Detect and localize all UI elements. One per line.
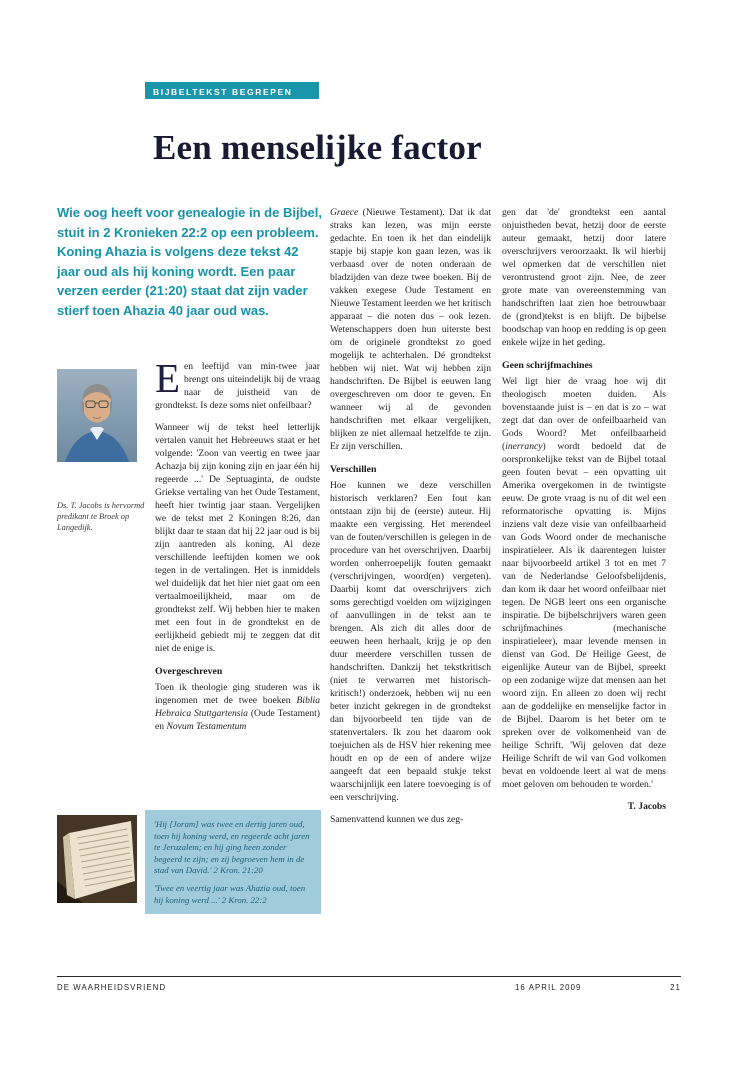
- page-footer: [57, 976, 681, 1001]
- paragraph-text: (Oude Testament) en: [155, 708, 320, 732]
- section-kicker-bar: [145, 82, 319, 99]
- body-column-2: [330, 206, 491, 835]
- paragraph-text: (Nieuwe Testament). Dat ik dat straks kan lezen, was mijn eerste gedachte. En toen ik het dan eindelijk stapje bij stapje kon gaan lezen, was ik verbaasd over de noten onderaan de bladzijden van deze twee boeken. Bij de vakken exegese Oude Testament en Nieuwe Testament leerden we het kritisch apparaat – die noten dus – ook lezen. Wetenschappers doen hun uiterste best om de originele grondtekst zo goed mogelijk te achterhalen. Dé grondtekst hebben wij niet. Wat wij hebben zijn handschriften. De Bijbel is eeuwen lang overgeschreven om door te geven. En wanneer wij al de gevonden handschriften met elkaar vergelijken, blijken ze niet allemaal hetzelfde te zijn. Er zijn verschillen.: [330, 207, 491, 452]
- article-title: Een menselijke factor: [153, 128, 482, 167]
- portrait-image: [57, 369, 137, 462]
- drop-cap: E: [155, 355, 181, 401]
- quote-box: [145, 810, 321, 914]
- paragraph: gen dat 'de' grondtekst een aantal onjuistheden bevat, hetzij door de eerste auteur gemaakt, hetzij door latere overschrijvers veroorzaakt. Ik wil hierbij wel opmerken dat de verschillen niet verontrustend groot zijn. Nee, de zeer grote mate van overeenstemming van handschriften laat zien hoe betrouwbaar de (grond)tekst is en blijft. De bijbelse boodschap van hoop en redding is op geen enkele wijze in het geding.: [502, 207, 666, 348]
- term-italic: inerrancy: [505, 441, 543, 452]
- paragraph-text: Wel ligt hier de vraag hoe wij dit theologisch moeten duiden. Als bovenstaande juist is – en dat is zo – wat zegt dat dan over de onfeilbaarheid van Gods Woord? Met onfeilbaarheid (: [502, 376, 666, 452]
- subheading-geen-schrijfmachines: Geen schrijfmachines: [502, 360, 593, 371]
- book-title-italic: Biblia Hebraica Stuttgartensia: [155, 695, 320, 719]
- paragraph-text: Toen ik theologie ging studeren was ik ingenomen met de twee boeken: [155, 682, 320, 706]
- paragraph-text: ) wordt bedoeld dat de oorspronkelijke tekst van de Bijbel totaal geen fouten bevat – een opvatting uit Amerika overgekomen in de twintigste eeuw. De grote vraag is nu of dit wel een reformatorische opvatting is. Mijns inziens valt deze visie van onfeilbaarheid van Gods Woord onder de mechanische inspiratieleer. Als ik daarentegen luister naar bijvoorbeeld artikel 3 tot en met 7 van de Nederlandse Geloofsbelijdenis, dan kom ik daar het woord onfeilbaar niet tegen. De NGB leert ons een organische inspiratie. De bijbelschrijvers waren geen schrijfmachines (mechanische inspiratieleer), maar levende mensen in dienst van God. De Heilige Geest, de eigenlijke Auteur van de Bijbel, spreekt op een zodanige wijze dat mensen aan het woord zijn. En alleen zo doen wij recht aan de goddelijke en menselijke factor in de Bijbel. Daarom is het beter om te spreken over de volkomenheid van de heilige Schrift. 'Wij geloven dat deze Heilige Schrift de wil van God volkomen bevat en voldoende leert al wat de mens moet geloven om behouden te worden.': [502, 441, 666, 790]
- bible-image: [57, 815, 137, 903]
- paragraph: [155, 681, 320, 733]
- footer-date: 16 APRIL 2009: [515, 983, 582, 992]
- body-column-1: [155, 355, 320, 742]
- subheading-overgeschreven: Overgeschreven: [155, 666, 223, 677]
- body-column-3: [502, 206, 666, 822]
- portrait-caption: Ds. T. Jacobs is hervormd predikant te Broek op Langedijk.: [57, 501, 145, 532]
- paragraph-text: en leeftijd van min-twee jaar brengt ons uiteindelijk bij de vraag naar de juistheid van de grondtekst. Is deze soms niet onfeilbaar?: [155, 361, 320, 411]
- section-kicker-label: BIJBELTEKST BEGREPEN: [153, 87, 293, 97]
- subheading-verschillen: Verschillen: [330, 464, 377, 475]
- paragraph: Hoe kunnen we deze verschillen historisch verklaren? Een fout kan ontstaan zijn bij de (eerste) auteur. Hij maakte een vergissing. Het merendeel van de fouten/verschillen is gelegen in de procedure van het overschrijven. Daarbij worden onherroepelijk fouten gemaakt (verschrijvingen, woord(en) vergeten). Daarbij komt dat overschrijvers zich soms gerechtigd voelden om wijzigingen of aanvullingen in de tekst aan te brengen. Als zich dit alles door de eeuwen heen herhaalt, krijg je op den duur meerdere verschillen tussen de handschriften. Dankzij het tekstkritisch (niet te verwarren met historisch-kritisch!) onderzoek, hebben wij nu een beter inzicht gekregen in de grondtekst dan bijvoorbeeld ten tijde van de statenvertalers. Ik zou het daarom ook toejuichen als de HSV hier rekening mee houdt en op de een of andere wijze aangeeft dat een bepaald stukje tekst waarschijnlijk een latere toevoeging is of een verschrijving.: [330, 480, 491, 803]
- paragraph: Samenvattend kunnen we dus zeg-: [330, 814, 464, 825]
- footer-magazine-name: DE WAARHEIDSVRIEND: [57, 983, 167, 992]
- paragraph: [502, 375, 666, 791]
- paragraph: [155, 355, 320, 412]
- quote-1: 'Hij [Joram] was twee en dertig jaren oud, toen hij koning werd, en regeerde acht jaren te Jeruzalem; en hij ging heen zonder begeerd te zijn; en zij begroeven hem in de stad van David.' 2 Kron. 21:20: [154, 819, 310, 876]
- book-title-italic: Graece: [330, 207, 359, 218]
- intro-paragraph: Wie oog heeft voor genealogie in de Bijbel, stuit in 2 Kronieken 22:2 op een probleem. Koning Ahazia is volgens deze tekst 42 jaar oud als hij koning wordt. Een paar verzen eerder (21:20) staat dat zijn vader stierf toen Ahazia 40 jaar oud was.: [57, 205, 322, 318]
- author-signature: T. Jacobs: [627, 801, 666, 812]
- quote-2: 'Twee en veertig jaar was Ahazia oud, toen hij koning werd ...' 2 Kron. 22:2: [154, 882, 306, 905]
- paragraph: Wanneer wij de tekst heel letterlijk vertalen vanuit het Hebreeuws staat er het volgende: 'Zoon van veertig en twee jaar Achazja bij zijn koning zijn en jaar één hij regeerde ...' De Septuaginta, de oudste Griekse vertaling van het Oude Testament, heeft hier twintig jaar staan. Vergelijken we de tekst met 2 Koningen 8:26, dan blijkt daar te staan dat hij 22 jaar oud is bij zijn aantreden als koning. Al deze verschillende leeftijden komen we ook tegen in de vertalingen. Het is inmiddels wel duidelijk dat het hier niet gaat om een vertaalmoeilijkheid, maar om de grondtekst zelf. Wij hebben hier te maken met een fout in de grondtekst en de eerlijkheid gebiedt mij te zeggen dat dit niet de enige is.: [155, 422, 320, 654]
- book-title-italic: Novum Testamentum: [166, 721, 247, 732]
- paragraph: [330, 206, 491, 453]
- bible-photo: [57, 815, 137, 903]
- portrait-photo: [57, 369, 137, 462]
- footer-page-number: 21: [670, 983, 681, 992]
